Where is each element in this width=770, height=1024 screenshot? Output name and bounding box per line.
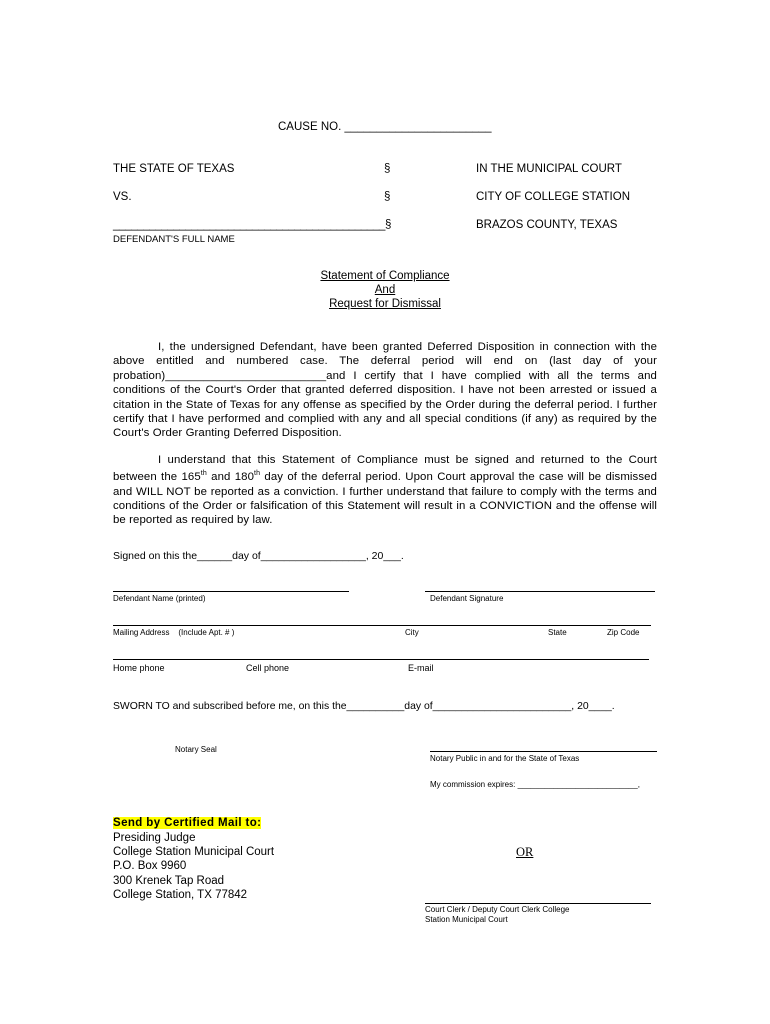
title-line-1: Statement of Compliance (320, 270, 450, 282)
municipal-court: IN THE MUNICIPAL COURT (476, 163, 622, 175)
sworn-line[interactable]: SWORN TO and subscribed before me, on this the__________day of________________________, 20____. (113, 701, 615, 712)
phone-rule[interactable] (113, 659, 649, 660)
cause-number: CAUSE NO. _______________________ (278, 121, 492, 133)
defendant-signature-label: Defendant Signature (430, 594, 504, 603)
city-label: City (405, 628, 419, 637)
section-symbol: § (384, 163, 391, 175)
title-line-3: Request for Dismissal (329, 298, 441, 310)
understanding-paragraph: I understand that this Statement of Compliance must be signed and returned to the Court between the 165th and 180th day of the deferral period. Upon Court approval the case will be dismissed and WILL NOT be reported as a conviction. I further understand that failure to comply with the terms and conditions of the Order or falsification of this Statement will result in a CONVICTION and the offense will be reported as required by law. (113, 454, 658, 527)
city-name: CITY OF COLLEGE STATION (476, 191, 630, 203)
county-name: BRAZOS COUNTY, TEXAS (476, 219, 618, 231)
clerk-label-line-1: Court Clerk / Deputy Court Clerk College (425, 905, 570, 914)
defendant-full-name-label: DEFENDANT'S FULL NAME (113, 234, 235, 245)
cell-phone-label: Cell phone (246, 663, 290, 673)
defendant-name-line: _____________________________________________§ (113, 219, 392, 231)
versus: VS. (113, 191, 132, 203)
mail-line-judge: Presiding Judge (113, 832, 196, 844)
compliance-paragraph: I, the undersigned Defendant, have been granted Deferred Disposition in connection with the above entitled and numbered case. The deferral period will end on (last day of your probation)_________________________and I certify that I have complied with all the terms and conditions of the Court's Order that granted deferred disposition. I have not been arrested or issued a citation in the State of Texas for any offense as specified by the Order during the deferral period. I further certify that I have performed and complied with any and all special conditions (if any) as required by the Court's Order Granting Deferred Disposition. (113, 341, 657, 440)
mail-line-court: College Station Municipal Court (113, 846, 275, 858)
email-label: E-mail (408, 663, 434, 673)
state-of-texas: THE STATE OF TEXAS (113, 163, 235, 175)
mail-line-city: College Station, TX 77842 (113, 889, 248, 901)
title-line-2: And (374, 284, 396, 296)
notary-signature-rule[interactable] (430, 751, 657, 752)
mail-line-street: 300 Krenek Tap Road (113, 875, 225, 887)
clerk-label-line-2: Station Municipal Court (425, 915, 508, 924)
or-text: OR (516, 845, 534, 859)
notary-seal-label: Notary Seal (175, 745, 217, 754)
certified-mail-heading: Send by Certified Mail to: (113, 817, 262, 829)
mail-line-po-box: P.O. Box 9960 (113, 860, 187, 872)
commission-expires-line[interactable]: My commission expires: ___________________________, (430, 780, 640, 789)
defendant-name-label: Defendant Name (printed) (113, 594, 206, 603)
section-symbol: § (384, 191, 391, 203)
clerk-signature-rule[interactable] (425, 903, 651, 904)
state-label: State (548, 628, 567, 637)
zip-label: Zip Code (607, 628, 640, 637)
defendant-name-rule[interactable] (113, 591, 349, 592)
notary-public-label: Notary Public in and for the State of Texas (430, 754, 580, 763)
mailing-address-rule[interactable] (113, 625, 651, 626)
defendant-signature-rule[interactable] (425, 591, 655, 592)
mailing-address-label: Mailing Address (Include Apt. # ) (113, 628, 235, 637)
home-phone-label: Home phone (113, 663, 165, 673)
signed-on-line[interactable]: Signed on this the______day of__________________, 20___. (113, 550, 404, 562)
